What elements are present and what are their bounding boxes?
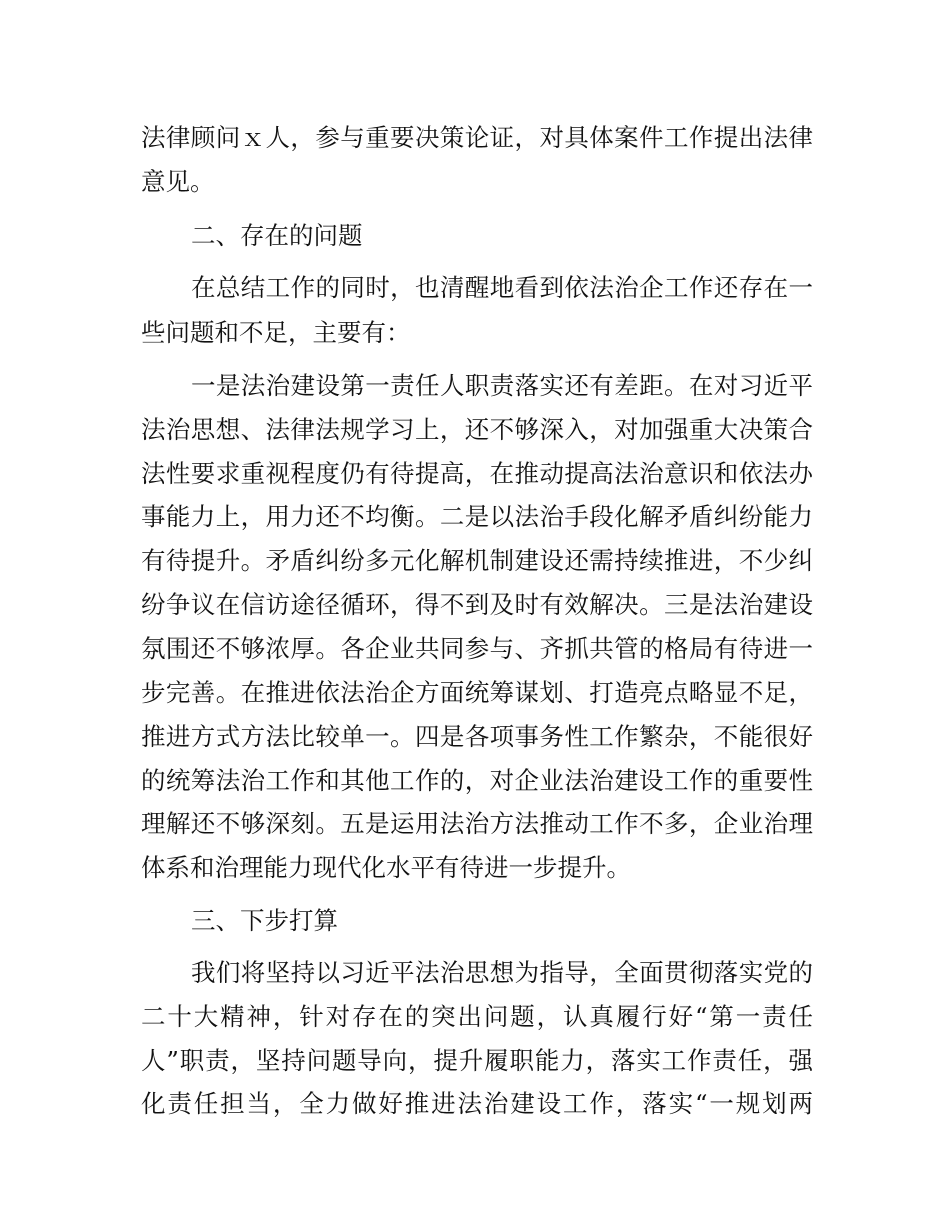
text-line: 氛围还不够浓厚。各企业共同参与、齐抓共管的格局有待进一: [141, 634, 813, 663]
text-line: 一是法治建设第一责任人职责落实还有差距。在对习近平: [191, 371, 813, 400]
text-line: 意见。: [141, 167, 215, 196]
text-line: 法性要求重视程度仍有待提高，在推动提高法治意识和依法办: [141, 459, 813, 488]
text-line: 理解还不够深刻。五是运用法治方法推动工作不多，企业治理: [141, 809, 813, 838]
text-line: 化责任担当，全力做好推进法治建设工作，落实“一规划两: [141, 1089, 813, 1118]
text-line: 的统筹法治工作和其他工作的，对企业法治建设工作的重要性: [141, 766, 813, 795]
text-line: 法律顾问ｘ人，参与重要决策论证，对具体案件工作提出法律: [141, 123, 813, 152]
text-line: 二十大精神，针对存在的突出问题，认真履行好“第一责任: [141, 1002, 813, 1031]
text-line: 我们将坚持以习近平法治思想为指导，全面贯彻落实党的: [191, 958, 813, 987]
text-line: 纷争议在信访途径循环，得不到及时有效解决。三是法治建设: [141, 590, 813, 619]
text-line: 在总结工作的同时，也清醒地看到依法治企工作还存在一: [191, 273, 813, 302]
text-line: 推进方式方法比较单一。四是各项事务性工作繁杂，不能很好: [141, 722, 813, 751]
text-line: 些问题和不足，主要有：: [141, 318, 411, 347]
section-heading: 三、下步打算: [191, 906, 338, 935]
text-line: 步完善。在推进依法治企方面统筹谋划、打造亮点略显不足，: [141, 678, 813, 707]
text-line: 人”职责，坚持问题导向，提升履职能力，落实工作责任，强: [141, 1046, 813, 1075]
text-line: 法治思想、法律法规学习上，还不够深入，对加强重大决策合: [141, 415, 813, 444]
text-line: 事能力上，用力还不均衡。二是以法治手段化解矛盾纠纷能力: [141, 502, 813, 531]
section-heading: 二、存在的问题: [191, 221, 363, 250]
text-line: 有待提升。矛盾纠纷多元化解机制建设还需持续推进，不少纠: [141, 546, 813, 575]
text-line: 体系和治理能力现代化水平有待进一步提升。: [141, 853, 631, 882]
